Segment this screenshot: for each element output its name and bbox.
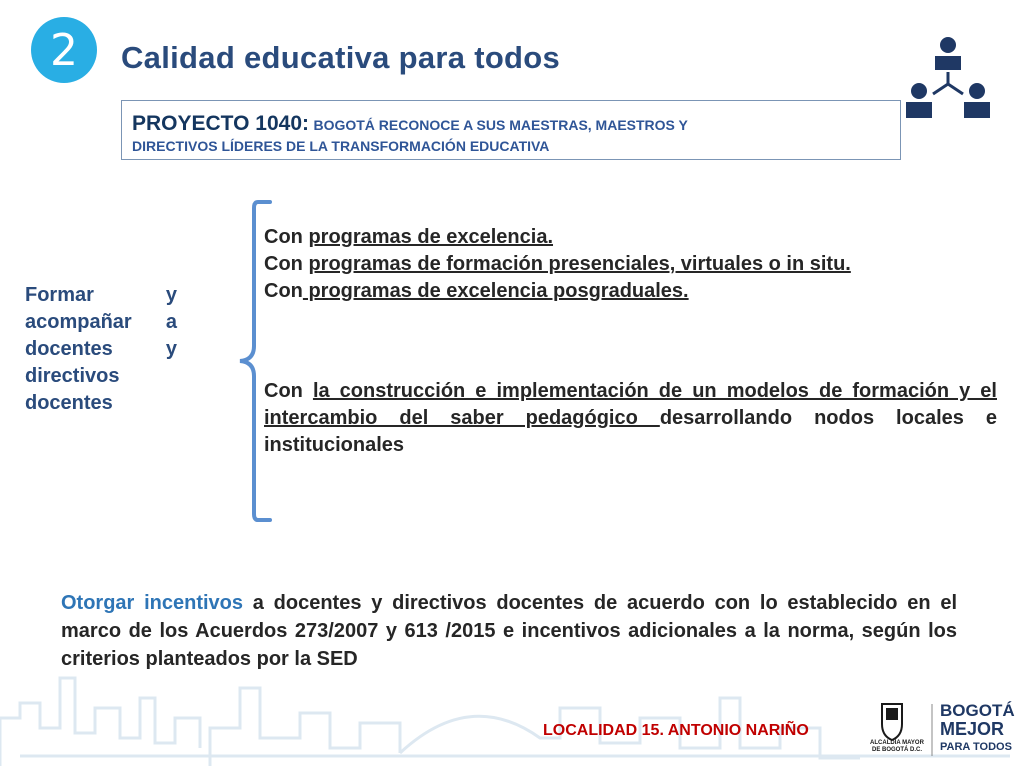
left-line1-a: Formar [25,284,94,306]
project-code: PROYECTO 1040: [132,112,310,135]
incentives-highlight: Otorgar incentivos [61,592,244,614]
item-underlined: programas de formación presenciales, virtuales o in situ. [308,253,851,275]
list-item [264,224,997,251]
left-line2-b: a [165,311,177,333]
item-prefix: Con [264,380,313,402]
left-line2-a: acompañar [25,311,132,333]
item-prefix: Con [264,226,309,248]
left-line3-a: docentes [25,338,113,360]
item-underlined: la construcción e implementación de un modelos de formación y el intercambio del saber pedagógico [264,380,997,429]
org-chart-icon [903,36,993,124]
project-name-line2: DIRECTIVOS LÍDERES DE LA TRANSFORMACIÓN EDUCATIVA [132,138,550,154]
objective-left-text [25,282,177,417]
section-number: 2 [50,24,78,76]
left-line3-b: y [165,338,177,360]
item-suffix: desarrollando nodos locales e institucionales [264,407,997,456]
list-item [264,378,997,459]
incentives-paragraph [61,589,957,673]
bogota-mejor-logo [940,702,1015,756]
left-line5: docentes [25,392,113,414]
item-underlined: programas de excelencia posgraduales. [302,280,689,302]
list-item [264,278,997,305]
item-underlined: programas de excelencia. [308,226,554,248]
project-box [121,100,901,160]
list-item [264,251,997,278]
project-name-line1: BOGOTÁ RECONOCE A SUS MAESTRAS, MAESTROS Y [313,117,688,133]
logo-line3: PARA TODOS [940,741,1012,753]
left-line4: directivos [25,365,120,387]
page-title: Calidad educativa para todos [121,40,561,75]
logo-line2: MEJOR [940,719,1005,739]
alcaldia-logo-text: ALCALDÍA MAYOR DE BOGOTÁ D.C. [870,740,924,753]
left-line1-b: y [165,284,177,306]
footer-location: LOCALIDAD 15. ANTONIO NARIÑO [543,722,809,739]
section-number-badge [31,17,97,83]
item-prefix: Con [264,253,309,275]
incentives-text: a docentes y directivos docentes de acuerdo con lo establecido en el marco de los Acuerdos 273/2007 y 613 /2015 e incentivos adicionales a la norma, según los criterios planteados por la SED [61,592,957,670]
logo-line1: BOGOTÁ [940,701,1015,720]
item-prefix: Con [264,280,303,302]
